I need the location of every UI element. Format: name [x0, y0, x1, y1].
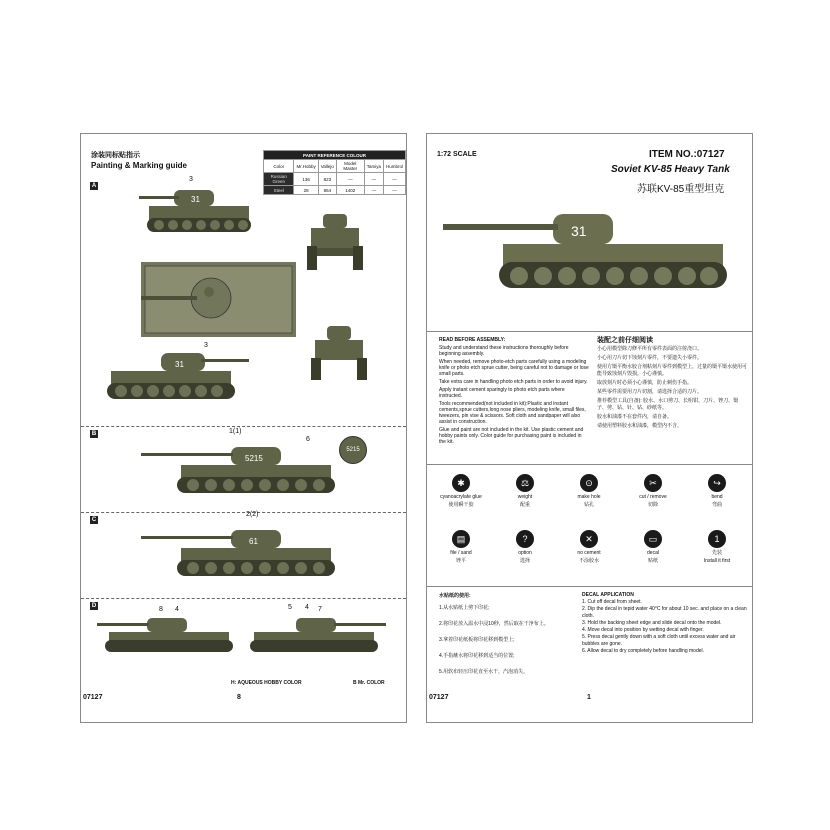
list-item: 5. Press decal gently down with a soft cloth until excess water and air bubbles are gone. [582, 634, 736, 647]
turret-number-a2: 31 [175, 360, 184, 369]
callout: 2(2) [246, 511, 259, 518]
scale-label: 1:72 SCALE [437, 151, 477, 158]
tank-front-view [305, 212, 365, 272]
col-color: Color [264, 160, 294, 173]
decal-icon: ▭ [644, 530, 662, 548]
icon-legend-item: ✱ cyanoacrylate glue 使用瞬干胶 [431, 474, 491, 508]
section-divider [81, 426, 406, 427]
table-row: Steel 28 864 1402 — — [264, 186, 406, 195]
legend-mr-color: B Mr. COLOR [353, 680, 385, 686]
option-icon: ? [516, 530, 534, 548]
guide-title-en: Painting & Marking guide [91, 161, 188, 170]
decal-cn-title: 水贴纸的使用: [439, 593, 471, 599]
read-before-en [439, 337, 589, 447]
decal-instructions-en [582, 592, 747, 655]
section-c-marker: C [91, 517, 97, 523]
tank-side-view-b [141, 439, 341, 509]
footer-code-left: 07127 [83, 694, 103, 701]
col-tamiya: Tamiya [364, 160, 383, 173]
tank-top-view [141, 262, 296, 337]
page-number-left: 8 [237, 694, 241, 701]
list-item: 使用方镊平衡水胶合剂粘刻片零件到模型上，过量的镊平镊水使用可能导致蚀刻片毁损。小心谨慎。 [597, 364, 748, 377]
icon-legend-item: ⊙ make hole 钻孔 [559, 474, 619, 508]
icon-legend-item: ✕ no cement 不涂胶水 [559, 530, 619, 564]
section-b-marker: B [91, 431, 97, 437]
tank-side-view-a2 [101, 349, 251, 419]
weight-icon: ⚖ [516, 474, 534, 492]
no-cement-icon: ✕ [580, 530, 598, 548]
list-item: 1. Cut off decal from sheet. [582, 599, 642, 605]
item-number: ITEM NO.:07127 [649, 149, 725, 160]
hero-turret-number: 31 [571, 223, 587, 239]
list-item: 小心用模型除刀修平所有零件表面的注射浇口。 [597, 346, 703, 352]
left-page [80, 133, 407, 723]
icon-legend-item: ? option 选择 [495, 530, 555, 564]
list-item: 4. Move decal into position by wetting decal with finger. [582, 627, 704, 633]
tank-side-view-d2 [246, 614, 386, 664]
list-item: 4.手指蘸水将印花移到适当的位置; [439, 653, 515, 659]
col-mrhobby: Mr.Hobby [294, 160, 318, 173]
icon-legend-item: ▭ decal 贴纸 [623, 530, 683, 564]
list-item: 2.将印花放入温水中浸10秒，然后取在干净布上。 [439, 621, 549, 627]
read-before-title-cn: 装配之前仔细阅读 [597, 337, 653, 344]
read-before-title: READ BEFORE ASSEMBLY: [439, 337, 506, 343]
callout: 6 [306, 436, 310, 443]
guide-title-cn: 涂装同标贴指示 [91, 152, 140, 159]
divider [427, 586, 752, 587]
turret-number-a: 31 [191, 195, 200, 204]
icon-legend-item: 1 先装 Install it first [687, 530, 747, 564]
list-item: 某些零件需要用刀片切割，请选择合适的刀片。 [597, 389, 703, 395]
tank-side-view-a [139, 184, 259, 254]
tank-side-view-d1 [97, 614, 237, 664]
section-divider [81, 598, 406, 599]
product-name-en: Soviet KV-85 Heavy Tank [611, 164, 730, 175]
table-row: Russian Green 136 823 — — — [264, 173, 406, 186]
list-item: Tools recommended(not included in kit):Plastic and instant cements,sprue cutters,long nose pliers, modeling knife, small files, tweezers, pin vise & scissors. Soft cloth and sandpaper will also assist in construction. [439, 401, 586, 425]
section-divider [81, 512, 406, 513]
drill-icon: ⊙ [580, 474, 598, 492]
product-name-cn: 苏联KV-85重型坦克 [637, 184, 725, 195]
svg-text:61: 61 [249, 537, 258, 546]
list-item: Apply instant cement sparingly to photo etch parts where instructed. [439, 387, 565, 399]
callout: 3 [204, 342, 208, 349]
icon-legend-item: ▤ file / sand 锉平 [431, 530, 491, 564]
page-number-right: 1 [587, 694, 591, 701]
legend-aqueous: H: AQUEOUS HOBBY COLOR [231, 680, 302, 686]
list-item: When needed, remove photo-etch parts carefully using a modeling knife or photo etch sprue cutter, being careful not to damage or lose small parts. [439, 359, 589, 377]
col-vallejo: Vallejo [318, 160, 336, 173]
tank-side-view-c [141, 524, 341, 594]
read-before-cn [597, 337, 747, 432]
hero-tank-illustration [443, 200, 738, 310]
footer-code-right: 07127 [429, 694, 449, 701]
list-item: 2. Dip the decal in tepid water 40°C for about 10 sec. and place on a clean cloth. [582, 606, 747, 619]
col-humbrol: Humbrol [383, 160, 405, 173]
paint-table-header: PAINT REFERENCE COLOUR [264, 151, 406, 160]
list-item: 1.从水贴纸上剪下印花; [439, 605, 490, 611]
svg-text:5215: 5215 [245, 454, 263, 463]
list-item: 请使用塑料胶水和油漆，模型内不含。 [597, 423, 683, 429]
file-icon: ▤ [452, 530, 470, 548]
callout: 3 [189, 176, 193, 183]
decal-en-title: DECAL APPLICATION [582, 592, 634, 598]
cut-icon: ✂ [644, 474, 662, 492]
list-item: 小心用刀片切下蚀刻片零件，不要遗失小零件。 [597, 355, 703, 361]
list-item: 推荐模型工具(自备): 胶水、水口剪刀、长咀钳、刀片、锉刀、镊子、剪、钻、针、钻、砂纸等。 [597, 398, 739, 411]
right-page [426, 133, 753, 723]
icon-legend-item: ↪ bend 弯曲 [687, 474, 747, 508]
tank-rear-view [309, 322, 369, 382]
paint-reference-table [263, 150, 406, 195]
list-item: 胶水和油漆不在套件内，请自备。 [597, 414, 673, 420]
list-item: 3. Hold the backing sheet edge and slide decal onto the model. [582, 620, 722, 626]
callout: 5 [288, 604, 292, 611]
divider [427, 331, 752, 332]
list-item: Take extra care in handling photo etch parts in order to avoid injury. [439, 379, 588, 385]
list-item: 5.用软布轻压印花直至水干，汽泡消失。 [439, 669, 529, 675]
section-a-marker: A [91, 183, 97, 189]
divider [427, 464, 752, 465]
install-first-icon: 1 [708, 530, 726, 548]
callout: 8 [159, 606, 163, 613]
list-item: 取放刻片时必须小心谨慎，防止刺伤手指。 [597, 380, 693, 386]
section-d-marker: D [91, 603, 97, 609]
glue-icon: ✱ [452, 474, 470, 492]
callout: 7 [318, 606, 322, 613]
col-modelmaster: Model Master [336, 160, 364, 173]
icon-legend-item: ✂ cut / remove 切除 [623, 474, 683, 508]
list-item: 3.拿着印花纸板将印花移到模型上; [439, 637, 515, 643]
list-item: 6. Allow decal to dry completely before handling model. [582, 648, 705, 654]
list-item: Study and understand these instructions thoroughly before beginning assembly. [439, 345, 569, 357]
list-item: Glue and paint are not included in the kit. Use plastic cement and hobby paints only. Color guide for purchasing paint is included in the kit. [439, 427, 584, 445]
callout: 4 [305, 604, 309, 611]
bend-icon: ↪ [708, 474, 726, 492]
callout: 1(1) [229, 428, 242, 435]
icon-legend-item: ⚖ weight 配重 [495, 474, 555, 508]
decal-detail-zoom: 5215 [339, 436, 367, 464]
decal-instructions-cn [439, 592, 579, 676]
callout: 4 [175, 606, 179, 613]
